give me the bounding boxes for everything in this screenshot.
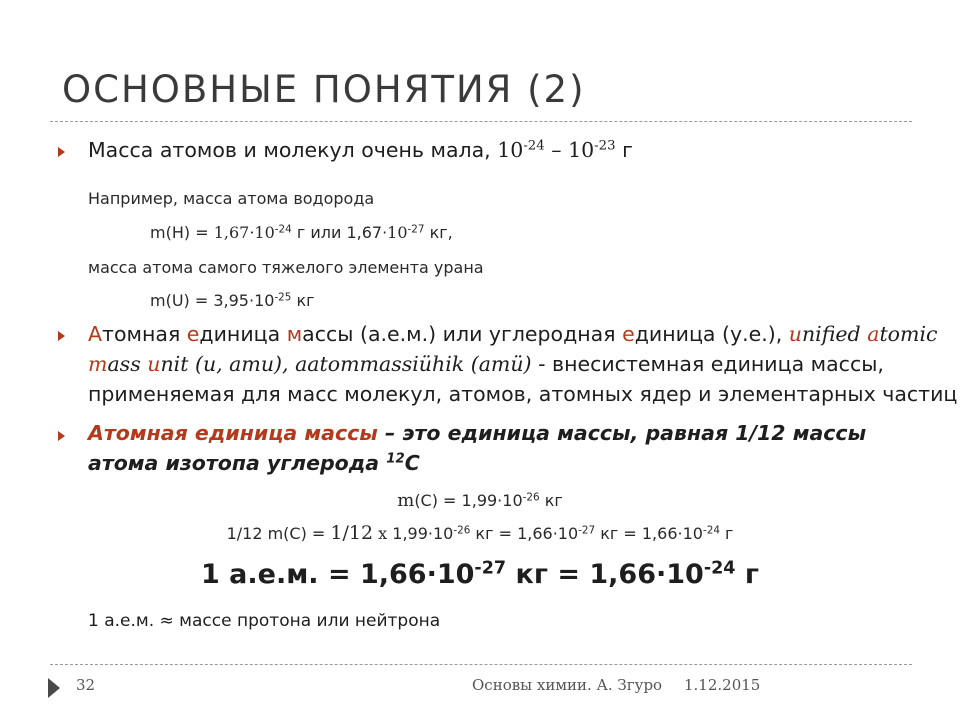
h-unit2: кг, bbox=[424, 223, 453, 242]
calc-c-exp: -27 bbox=[578, 524, 596, 537]
range-b-exp: -23 bbox=[594, 138, 616, 154]
letter-e2: е bbox=[622, 322, 635, 346]
text-part: диница (у.е.), bbox=[634, 322, 789, 346]
hydrogen-mass bbox=[150, 223, 453, 242]
next-slide-arrow-icon[interactable] bbox=[48, 678, 60, 698]
h-mid: г или 1,67· bbox=[291, 223, 388, 242]
amu-key-result bbox=[0, 559, 960, 590]
amu-definition-line1 bbox=[88, 322, 938, 346]
letter-a: А bbox=[88, 322, 103, 346]
u-unit: кг bbox=[291, 291, 315, 310]
letter-e: е bbox=[186, 322, 200, 346]
text-part: - внесистемная единица массы, bbox=[531, 352, 884, 376]
range-b-base: 10 bbox=[568, 138, 595, 162]
letter-m2: m bbox=[88, 352, 108, 376]
big-b: кг = 1,66·10 bbox=[506, 559, 704, 590]
amu-definition-line2 bbox=[88, 352, 884, 376]
element-symbol: C bbox=[404, 451, 420, 475]
h-ten2: 10 bbox=[387, 223, 408, 242]
h-value: 1,67 bbox=[213, 223, 250, 242]
letter-a2: a bbox=[867, 322, 880, 346]
u-exp: -25 bbox=[274, 291, 292, 304]
bullet-icon bbox=[58, 431, 65, 441]
big-c: г bbox=[735, 559, 760, 590]
calc-b: 1,99·10 bbox=[392, 524, 454, 543]
text-part: nit (u, amu), aatommassiühik (amü) bbox=[160, 352, 532, 376]
title-divider bbox=[50, 121, 912, 122]
range-a-exp: -24 bbox=[523, 138, 545, 154]
big-exp1: -27 bbox=[474, 558, 507, 579]
calc-a: 1/12 m(C) = bbox=[226, 524, 331, 543]
h-label: m(H) = bbox=[150, 223, 214, 242]
text-part: ass bbox=[107, 352, 148, 376]
mc-unit: кг bbox=[539, 491, 563, 510]
mc-label: m bbox=[397, 490, 415, 511]
amu-def-rest1: – это единица массы, равная 1/12 массы bbox=[377, 421, 867, 445]
amu-definition-line3: применяемая для масс молекул, атомов, атомных ядер и элементарных частиц bbox=[88, 382, 958, 406]
mass-range-text: Масса атомов и молекул очень мала, bbox=[88, 138, 498, 162]
range-a bbox=[497, 138, 615, 162]
bullet-icon bbox=[58, 331, 65, 341]
text-part: ассы (а.е.м.) или углеродная bbox=[302, 322, 623, 346]
amu-bold-definition-line2 bbox=[88, 451, 420, 475]
uranium-mass bbox=[150, 291, 315, 310]
amu-term: Атомная единица массы bbox=[88, 421, 378, 445]
range-a-base: 10 bbox=[497, 138, 524, 162]
slide-title: ОСНОВНЫЕ ПОНЯТИЯ (2) bbox=[62, 68, 586, 111]
h-exp2: -27 bbox=[407, 223, 425, 236]
big-exp2: -24 bbox=[703, 558, 736, 579]
footer-divider bbox=[50, 664, 912, 665]
calc-c: кг = 1,66·10 bbox=[470, 524, 579, 543]
calc-b-exp: -26 bbox=[453, 524, 471, 537]
letter-u: u bbox=[788, 322, 802, 346]
mc-rest: (C) = 1,99·10 bbox=[414, 491, 523, 510]
calc-e: г bbox=[719, 524, 734, 543]
range-dash: – bbox=[544, 138, 569, 162]
u-label: m(U) = 3,95·10 bbox=[150, 291, 275, 310]
calc-d-exp: -24 bbox=[702, 524, 720, 537]
amu-approx-note: 1 а.е.м. ≈ массе протона или нейтрона bbox=[88, 611, 441, 631]
isotope-mass-number: 12 bbox=[386, 451, 405, 467]
calc-d: кг = 1,66·10 bbox=[595, 524, 703, 543]
footer-date: 1.12.2015 bbox=[684, 676, 761, 694]
big-a: 1 а.е.м. = 1,66·10 bbox=[200, 559, 475, 590]
example-intro: Например, масса атома водорода bbox=[88, 189, 375, 208]
text-part: nified bbox=[801, 322, 868, 346]
text-part: томная bbox=[102, 322, 187, 346]
range-unit: г bbox=[615, 138, 633, 162]
letter-m: м bbox=[286, 322, 303, 346]
h-exp: -24 bbox=[274, 223, 292, 236]
carbon-mass bbox=[0, 490, 960, 511]
mc-exp: -26 bbox=[522, 491, 540, 504]
text-part: диница bbox=[199, 322, 287, 346]
bullet-mass-range bbox=[88, 138, 633, 162]
page-number: 32 bbox=[76, 676, 96, 694]
calc-x: х bbox=[373, 524, 393, 543]
footer-course: Основы химии. А. Згуро bbox=[472, 676, 663, 694]
amu-bold-definition-line1 bbox=[88, 421, 866, 445]
amu-calculation bbox=[0, 522, 960, 544]
bullet-icon bbox=[58, 147, 65, 157]
letter-u2: u bbox=[147, 352, 161, 376]
h-ten: ·10 bbox=[249, 223, 275, 242]
amu-def-rest2: атома изотопа углерода bbox=[88, 451, 387, 475]
text-part: tomic bbox=[879, 322, 938, 346]
calc-frac: 1/12 bbox=[330, 522, 374, 544]
uranium-intro: масса атома самого тяжелого элемента урана bbox=[88, 258, 484, 277]
